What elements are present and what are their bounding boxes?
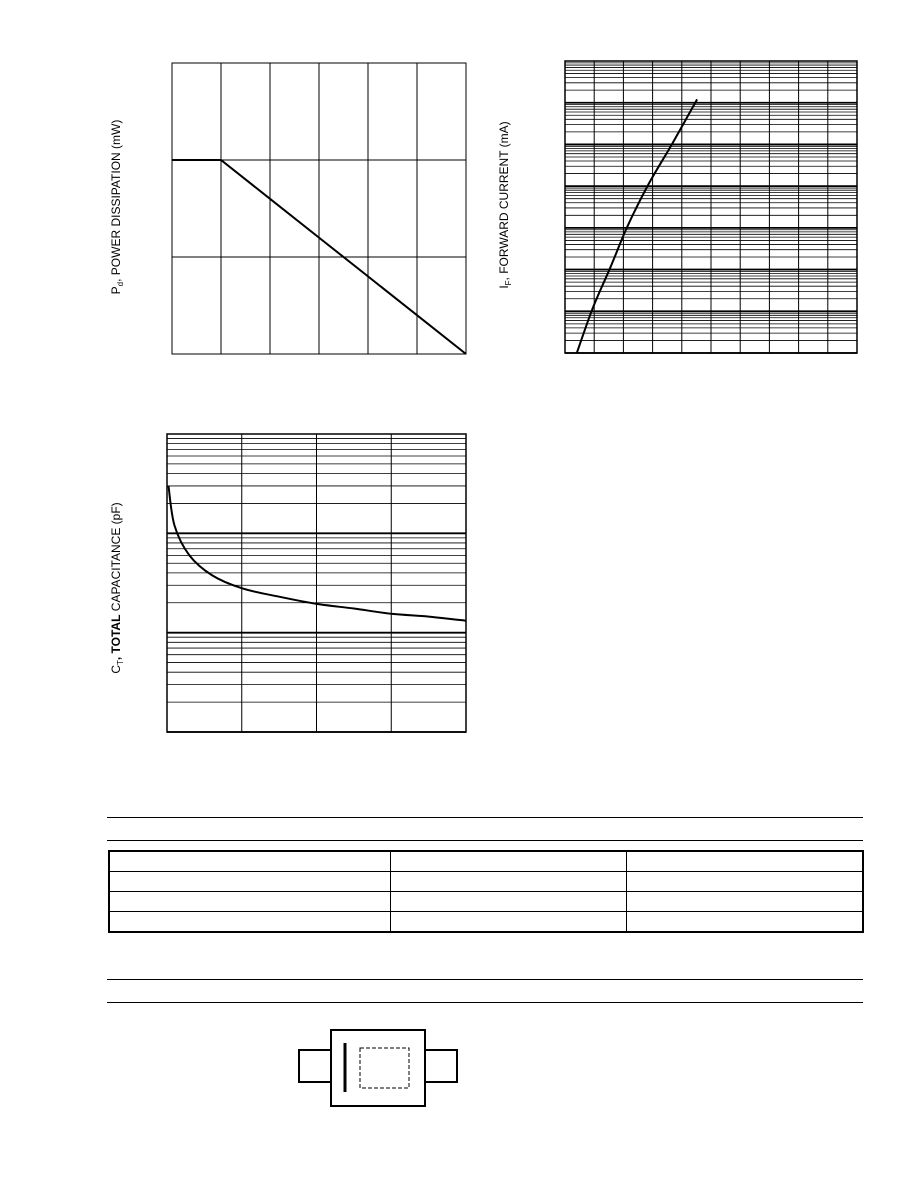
- forward-current-ylabel: $I_F$, FORWARD CURRENT (mA): [496, 121, 514, 289]
- power-dissipation-ylabel: $P_d$, POWER DISSIPATION (mW): [108, 119, 126, 295]
- capacitance-ylabel: $C_T$, TOTAL CAPACITANCE (pF): [108, 502, 126, 674]
